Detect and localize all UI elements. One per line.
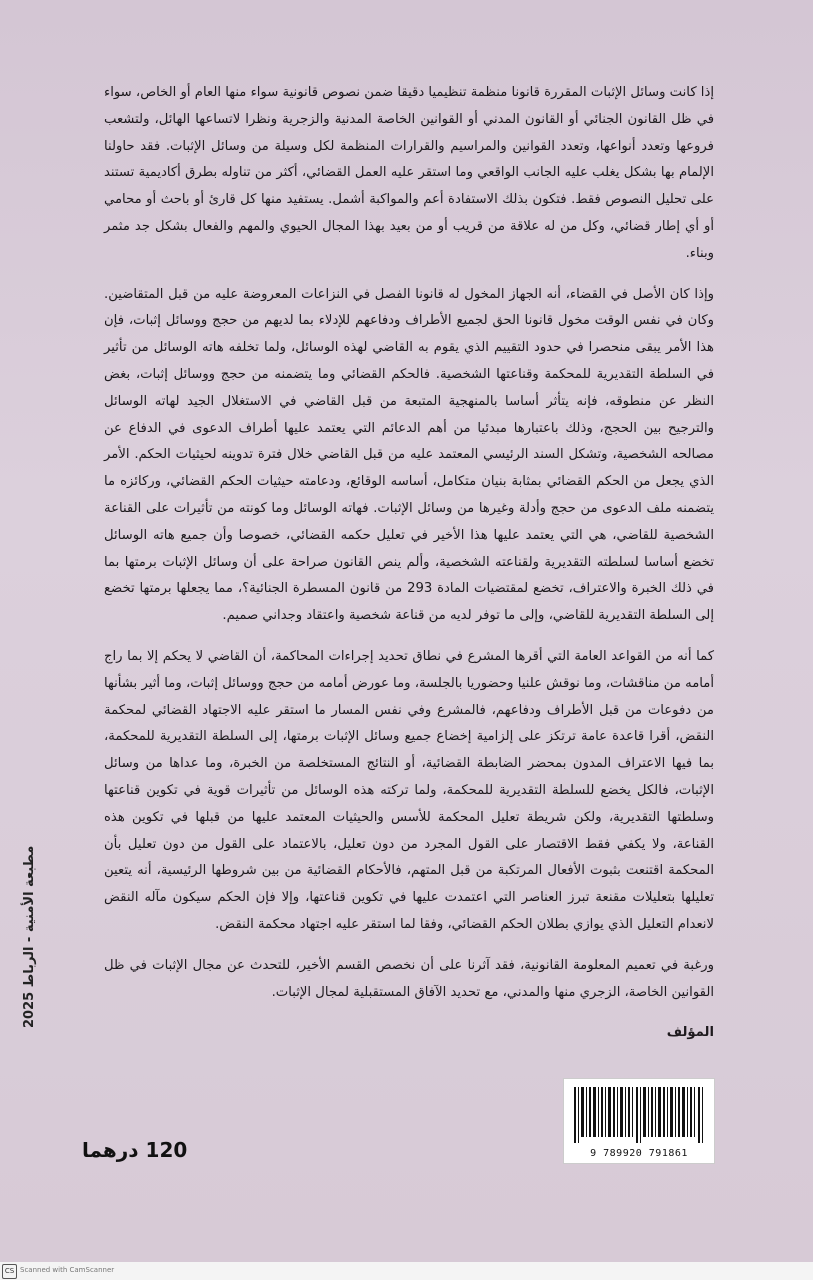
blurb-text <box>104 80 714 1061</box>
isbn-barcode <box>563 1078 715 1164</box>
blurb-paragraph-3: كما أنه من القواعد العامة التي أقرها المشرع في نطاق تحديد إجراءات المحاكمة، أن القاضي لا يحكم إلا بما راج أمامه من مناقشات، وما نوقش علنيا وحضوريا بالجلسة، وما عورض أمامه من حجج ووسائل إثبات، وما أثير بشأنها من دفوعات من قبل الأطراف ودفاعهم، فالمشرع وفي نفس المسار ما استقر عليه الاجتهاد القضائي لمحكمة النقض، أقرا قاعدة عامة ترتكز على إلزامية إخضاع جميع وسائل الإثبات برمتها، إلى السلطة التقديرية للمحكمة، بما فيها الاعتراف المدون بمحضر الضابطة القضائية، أو النتائج المستخلصة من الخبرة، وما عداها من وسائل الإثبات، فالكل يخضع للسلطة التقديرية للمحكمة، ولما تركته هذه الوسائل من تأثيرات قوية في تكوين قناعتها وسلطتها التقديرية، ولكن شريطة تعليل المحكمة للأسس والحيثيات المعتمد عليها من قبلها في تكوين هذه القناعة، ولا يكفي فقط الاقتصار على القول المجرد من دون تعليل، بالاعتماد على القول من دون تعليل بأن المحكمة اقتنعت بثبوت الأفعال المرتكبة من قبل المتهم، فالأحكام القضائية من بين شروطها الرئيسية، أنه يتعين تعليلها بتعليلات مقنعة تبرز العناصر التي اعتمدت عليها في تكوين قناعتها، وإلا فإن الحكم سيكون مآله النقض لانعدام التعليل الذي يوازي بطلان الحكم القضائي، وفقا لما استقر عليه اجتهاد محكمة النقض. <box>104 648 714 932</box>
camscanner-logo-icon: CS <box>2 1264 17 1279</box>
isbn-number: 9 789920 791861 <box>590 1148 688 1159</box>
barcode-bars <box>572 1087 706 1143</box>
blurb-paragraph-4: ورغبة في تعميم المعلومة القانونية، فقد آثرنا على أن نخصص القسم الأخير، للتحدث عن مجال الإثبات في ظل القوانين الخاصة، الزجري منها والمدني، مع تحديد الآفاق المستقبلية لمجال الإثبات. <box>104 957 714 1000</box>
blurb-paragraph-2: وإذا كان الأصل في القضاء، أنه الجهاز المخول له قانونا الفصل في النزاعات المعروضة عليه من قبل المتقاضين. وكان في نفس الوقت مخول قانونا الحق لجميع الأطراف ودفاعهم للإدلاء بما لديهم من حجج ووسائل إثبات، فإن هذا الأمر يبقى منحصرا في حدود التقييم الذي يقوم به القاضي لهذه الوسائل، ولما تخلفه هاته الوسائل من تأثير في السلطة التقديرية للمحكمة وقناعتها الشخصية. فالحكم القضائي وما يتضمنه من حجج ووسائل إثبات، بغض النظر عن منطوقه، فإنه يتأثر أساسا بالمنهجية المتبعة من قبل القاضي في الاستغلال الجيد لهاته الوسائل والترجيح بين الحجج، وذلك باعتبارها مبدئيا من أهم الدعائم التي يعتمد عليها أطراف الدعوى في الدفاع عن مصالحه الشخصية، وتشكل السند الرئيسي المعتمد عليه من قبل القاضي خلال فترة تدوينه لحيثيات الحكم. الأمر الذي يجعل من الحكم القضائي بمثابة بنيان متكامل، أساسه الوقائع، ودعامته حيثيات الحكم القضائي، وركائزه ما يتضمنه ملف الدعوى من حجج وأدلة وغيرها من وسائل الإثبات. فهاته الوسائل وما كونته من تأثيرات على القناعة الشخصية للقاضي، هي التي يعتمد عليها هذا الأخير في تعليل حكمه القضائي، خصوصا وأن جميع هاته الوسائل تخضع أساسا لسلطته التقديرية ولقناعته الشخصية، وألم ينص القانون صراحة على أن وسائل الإثبات برمتها بما في ذلك الخبرة والاعتراف، تخضع لمقتضيات المادة 293 من قانون المسطرة الجنائية؟، مما يجعلها برمتها تخضع إلى السلطة التقديرية للقاضي، وإلى ما توفر لديه من قناعة شخصية واعتقاد وجداني صميم. <box>104 286 714 624</box>
scanner-watermark-text: Scanned with CamScanner <box>20 1266 115 1274</box>
author-signature: المؤلف <box>666 1025 714 1041</box>
price-label: 120 درهما <box>82 1138 188 1162</box>
printer-imprint-vertical: مطبعة الأمنية - الرباط 2025 <box>22 845 37 1028</box>
scanner-footer <box>0 1262 813 1280</box>
blurb-paragraph-1: إذا كانت وسائل الإثبات المقررة قانونا منظمة تنظيميا دقيقا ضمن نصوص قانونية سواء منها العام أو الخاص، سواء في ظل القانون الجنائي أو القانون المدني أو القوانين الخاصة المدنية والزجرية ونظرا لاتساعها الهائل، ولتشعب فروعها وتعدد أنواعها، وتعدد القوانين والمراسيم والقرارات المنظمة لكل وسيلة من وسائل الإثبات. فقد حاولنا الإلمام بها بشكل يغلب عليه الجانب الواقعي وما استقر عليه العمل القضائي، أكثر من تناوله بطرق أكاديمية تستند على تحليل النصوص فقط. فتكون بذلك الاستفادة أعم والمواكبة أشمل. يستفيد منها كل قارئ أو باحث أو محامي أو أي إطار قضائي، وكل من له علاقة من قريب أو من بعيد بهذا المجال الحيوي والمهم والفعال بشكل جد مثمر وبناء. <box>104 85 714 261</box>
